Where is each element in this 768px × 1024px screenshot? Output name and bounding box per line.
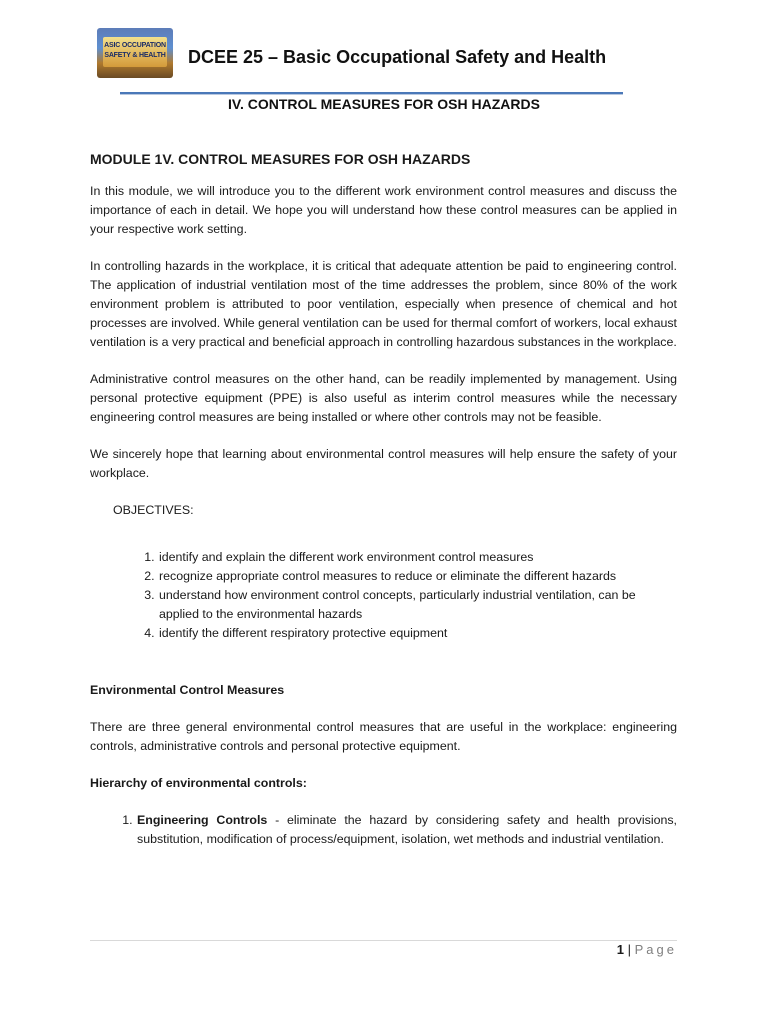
logo-text-line1: ASIC OCCUPATION (104, 42, 166, 49)
page-separator: | (624, 942, 635, 957)
logo-text-line2: SAFETY & HEALTH (104, 52, 166, 59)
hierarchy-item (136, 811, 677, 849)
objective-item: 2. recognize appropriate control measures to reduce or eliminate the different hazards (158, 567, 677, 586)
objectives-list (90, 548, 677, 643)
environmental-controls-intro: There are three general environmental control measures that are useful in the workplace: engineering controls, administrative controls and personal protective equipment. (90, 720, 677, 753)
objective-item: 1. identify and explain the different work environment control measures (158, 548, 677, 567)
environmental-controls-heading: Environmental Control Measures (90, 683, 285, 697)
objective-item: 4. identify the different respiratory protective equipment (158, 624, 677, 643)
page-body (90, 150, 677, 849)
module-title: MODULE 1V. CONTROL MEASURES FOR OSH HAZARDS (90, 151, 471, 167)
document-header-title: DCEE 25 – Basic Occupational Safety and Health (188, 47, 607, 67)
logo-seal-text (97, 41, 173, 61)
document-subtitle: IV. CONTROL MEASURES FOR OSH HAZARDS (228, 96, 540, 112)
intro-paragraph: In this module, we will introduce you to the different work environment control measures and discuss the importance of each in detail. We hope you will understand how these control measures can be applied in your respective work setting. (90, 184, 677, 236)
hierarchy-heading: Hierarchy of environmental controls: (90, 776, 307, 790)
engineering-paragraph: In controlling hazards in the workplace, it is critical that adequate attention be paid to engineering control. The application of industrial ventilation most of the time addresses the problem, since 80% of the work environment problem is attributed to poor ventilation, especially when presence of chemical and hot processes are involved. While general ventilation can be used for thermal comfort of workers, local exhaust ventilation is a very practical and beneficial approach in controlling hazardous substances in the workplace. (90, 259, 677, 349)
hierarchy-list (90, 811, 677, 849)
course-logo (97, 28, 173, 78)
hierarchy-term: Engineering Controls (137, 813, 268, 827)
closing-paragraph: We sincerely hope that learning about environmental control measures will help ensure the safety of your workplace. (90, 447, 677, 480)
header-divider-shadow (120, 94, 623, 95)
footer-divider (90, 940, 677, 941)
page-footer (617, 942, 677, 957)
administrative-paragraph: Administrative control measures on the other hand, can be readily implemented by management. Using personal protective equipment (PPE) is also useful as interim control measures while the necessary engineering control measures are being installed or where other controls may not be feasible. (90, 372, 677, 424)
hierarchy-description: - eliminate the hazard by considering safety and health provisions, substitution, modification of process/equipment, isolation, wet methods and industrial ventilation. (137, 813, 677, 846)
objectives-label: OBJECTIVES: (113, 503, 194, 517)
objective-item: 3. understand how environment control concepts, particularly industrial ventilation, can be applied to the environmental hazards (158, 586, 677, 624)
page-number: 1 (616, 942, 625, 957)
page-label: Page (634, 942, 677, 957)
